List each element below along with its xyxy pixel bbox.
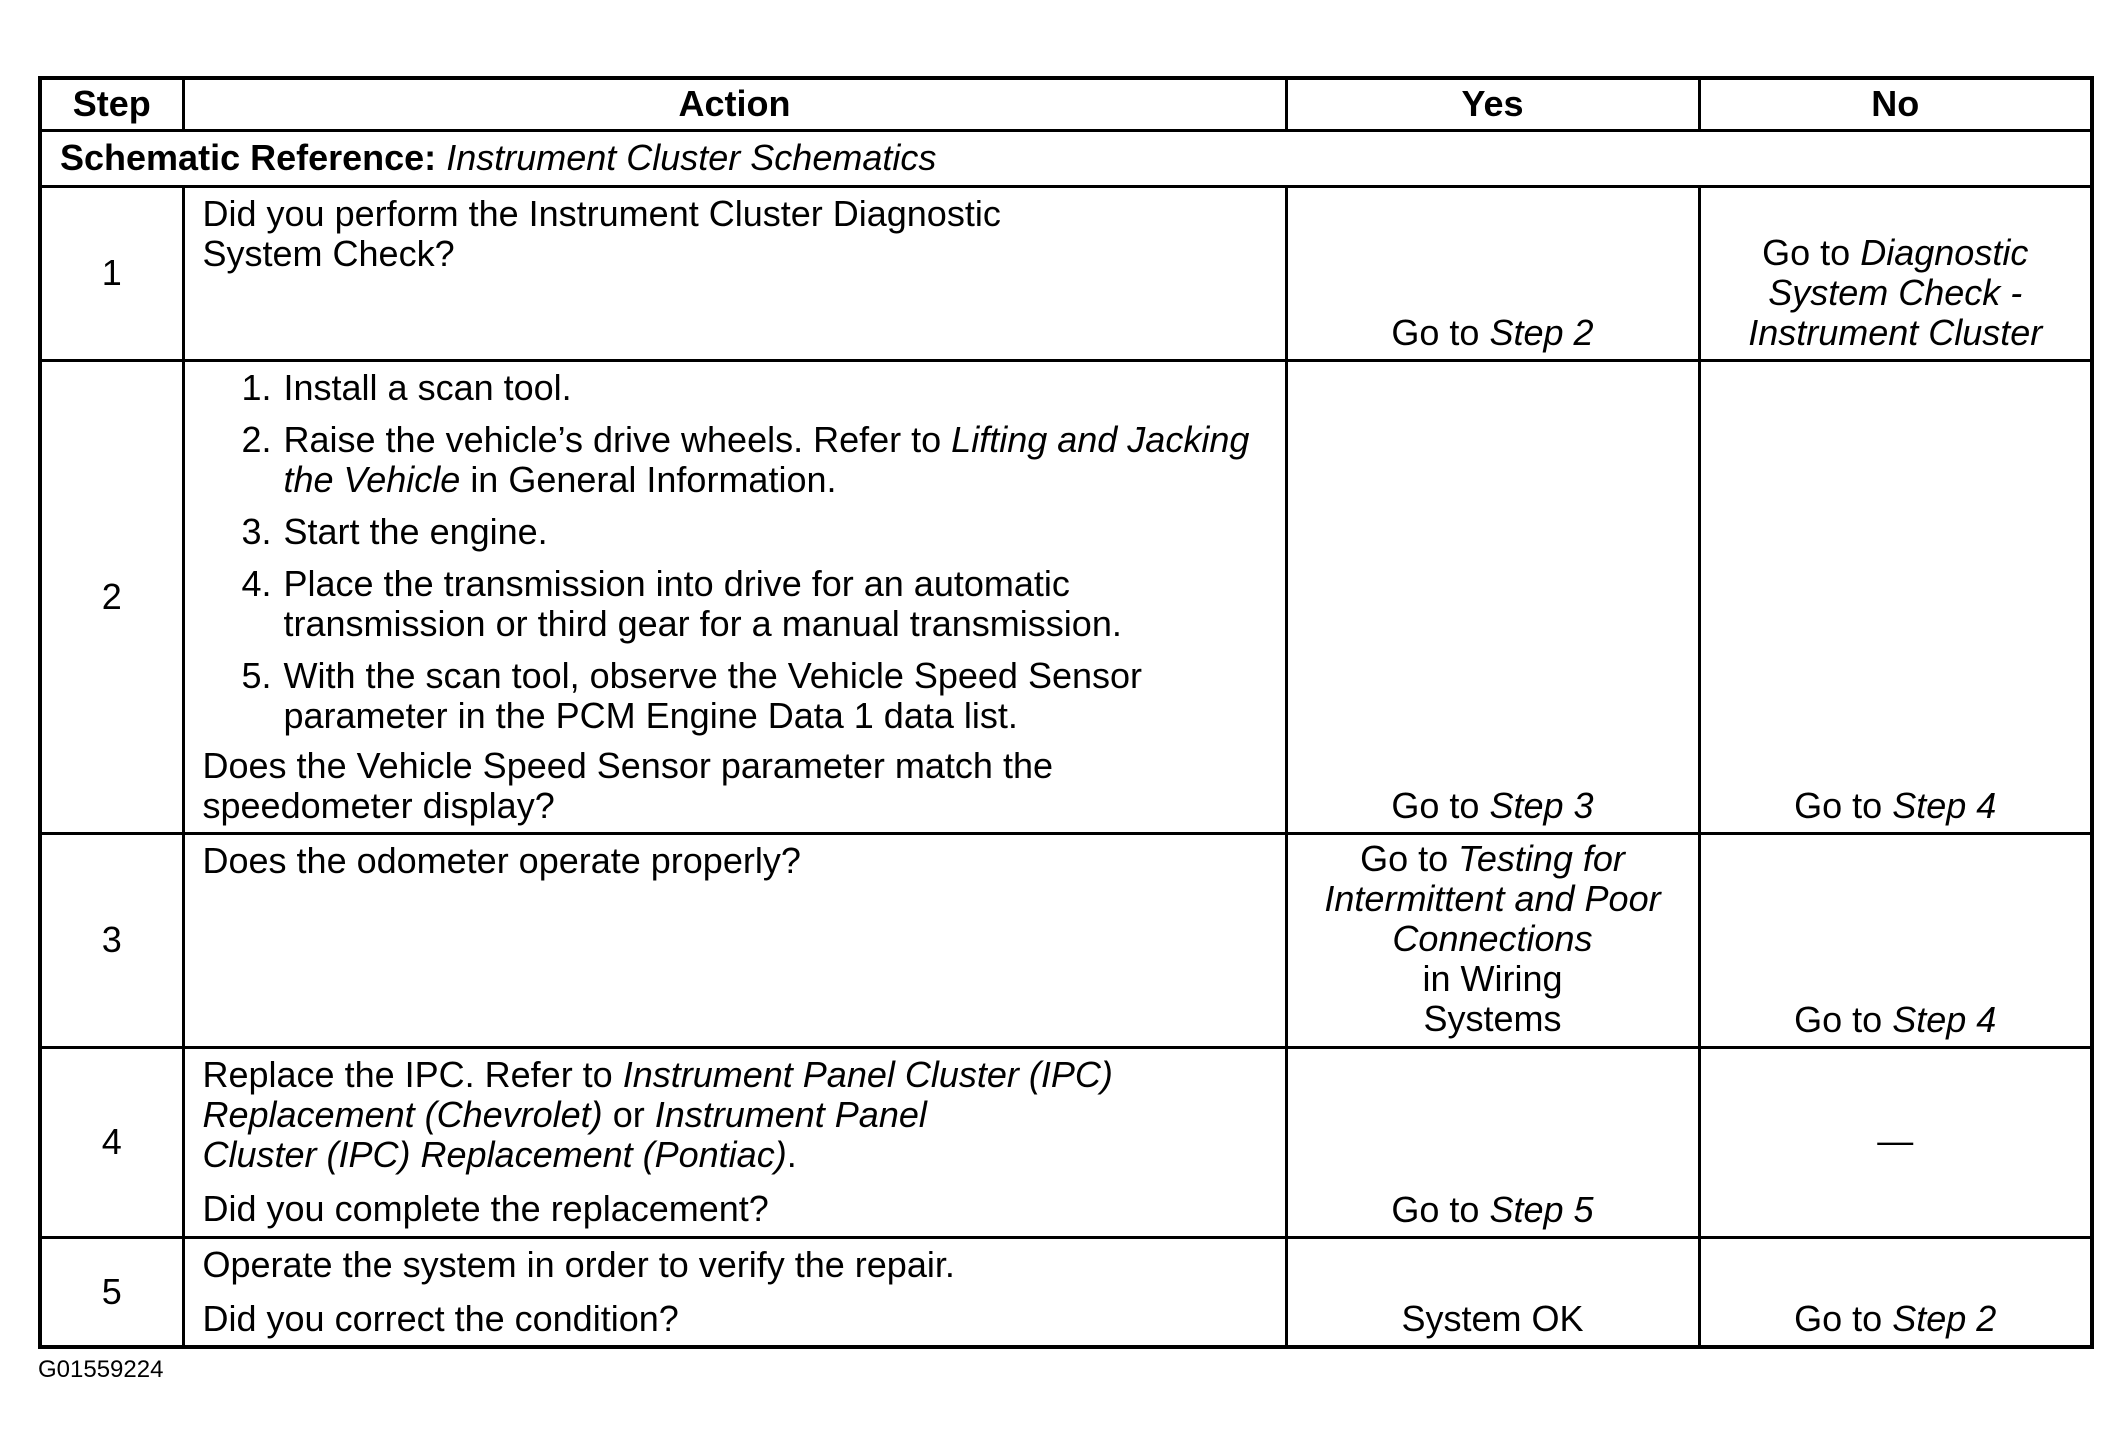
substep: Raise the vehicle’s drive wheels. Refer to Lifting and Jacking the Vehicle in General Information. [283, 418, 1250, 500]
step-number: 4 [40, 1047, 183, 1237]
yes-result: System OK [1401, 1297, 1584, 1339]
action-question: Does the odometer operate properly? [202, 839, 801, 881]
substep: With the scan tool, observe the Vehicle Speed Sensor parameter in the PCM Engine Data 1 data list. [283, 654, 1143, 736]
figure-code: G01559224 [38, 1356, 164, 1383]
header-action: Action [183, 78, 1286, 130]
no-cell [1699, 360, 2092, 833]
action-cell [183, 186, 1286, 360]
yes-link[interactable]: Intermittent and Poor [1324, 877, 1661, 919]
action-question: Did you complete the replacement? [202, 1187, 769, 1229]
diagnostic-table [38, 76, 2094, 1349]
schematic-reference [40, 130, 2092, 186]
yes-prefix: Go to [1360, 837, 1449, 879]
no-dash: — [1877, 1120, 1914, 1161]
no-cell [1699, 1047, 2092, 1237]
step-number: 1 [40, 186, 183, 360]
no-link[interactable]: Step 4 [1892, 784, 1997, 826]
action-text: System Check? [202, 232, 455, 274]
yes-link[interactable]: Testing for [1458, 837, 1625, 879]
header-step: Step [40, 78, 183, 130]
action-cell [183, 1237, 1286, 1347]
substep: Start the engine. [283, 510, 548, 552]
step-number: 2 [40, 360, 183, 833]
schematic-label: Schematic Reference: [60, 137, 437, 178]
no-link[interactable]: Step 2 [1892, 1297, 1997, 1339]
action-link[interactable]: Instrument Panel [654, 1093, 927, 1135]
action-question: Did you correct the condition? [202, 1297, 679, 1339]
yes-prefix: Go to [1391, 311, 1480, 353]
yes-cell [1286, 833, 1699, 1047]
yes-suffix: in Wiring [1422, 957, 1563, 999]
schematic-row [40, 130, 2092, 186]
no-cell [1699, 186, 2092, 360]
action-text: Did you perform the Instrument Cluster Diagnostic [202, 192, 1001, 234]
header-row [40, 78, 2092, 130]
table-row [40, 1047, 2092, 1237]
action-question: Does the Vehicle Speed Sensor parameter match the speedometer display? [202, 744, 1053, 826]
action-cell [183, 833, 1286, 1047]
no-link[interactable]: Instrument Cluster [1748, 311, 2043, 353]
no-prefix: Go to [1794, 998, 1883, 1040]
substep-link[interactable]: Lifting and Jacking the Vehicle [283, 418, 1250, 500]
schematic-link[interactable]: Instrument Cluster Schematics [446, 137, 937, 178]
table-row [40, 1237, 2092, 1347]
yes-prefix: Go to [1391, 784, 1480, 826]
yes-cell [1286, 1047, 1699, 1237]
table-row [40, 186, 2092, 360]
no-cell [1699, 1237, 2092, 1347]
no-prefix: Go to [1762, 231, 1851, 273]
action-link[interactable]: Instrument Panel Cluster (IPC) Replacement (Chevrolet) [202, 1053, 1113, 1135]
action-link[interactable]: Cluster (IPC) Replacement (Pontiac) [202, 1133, 787, 1175]
table-row [40, 833, 2092, 1047]
yes-link[interactable]: Step 2 [1489, 311, 1594, 353]
table-row [40, 360, 2092, 833]
yes-cell [1286, 1237, 1699, 1347]
yes-link[interactable]: Step 5 [1489, 1188, 1594, 1230]
no-link[interactable]: Step 4 [1892, 998, 1997, 1040]
yes-link[interactable]: Connections [1392, 917, 1593, 959]
step-number: 5 [40, 1237, 183, 1347]
substep: Place the transmission into drive for an automatic transmission or third gear for a manual transmission. [283, 562, 1122, 644]
action-cell: Replace the IPC. Refer to Instrument Panel Cluster (IPC) Replacement (Chevrolet) or Instrument Panel Cluster (IPC) Replacement (Pontiac). Did you complete the replacement? [183, 1047, 1286, 1237]
header-no: No [1699, 78, 2092, 130]
yes-cell [1286, 186, 1699, 360]
yes-link[interactable]: Step 3 [1489, 784, 1594, 826]
yes-cell [1286, 360, 1699, 833]
no-link[interactable]: System Check - [1768, 271, 2023, 313]
no-cell [1699, 833, 2092, 1047]
header-yes: Yes [1286, 78, 1699, 130]
action-text: Operate the system in order to verify the repair. [202, 1243, 955, 1285]
substep: Install a scan tool. [283, 366, 572, 408]
yes-suffix: Systems [1423, 997, 1562, 1039]
no-prefix: Go to [1794, 784, 1883, 826]
yes-prefix: Go to [1391, 1188, 1480, 1230]
no-prefix: Go to [1794, 1297, 1883, 1339]
no-link[interactable]: Diagnostic [1860, 231, 2029, 273]
action-cell [183, 360, 1286, 833]
step-number: 3 [40, 833, 183, 1047]
substep-list [203, 368, 1271, 736]
